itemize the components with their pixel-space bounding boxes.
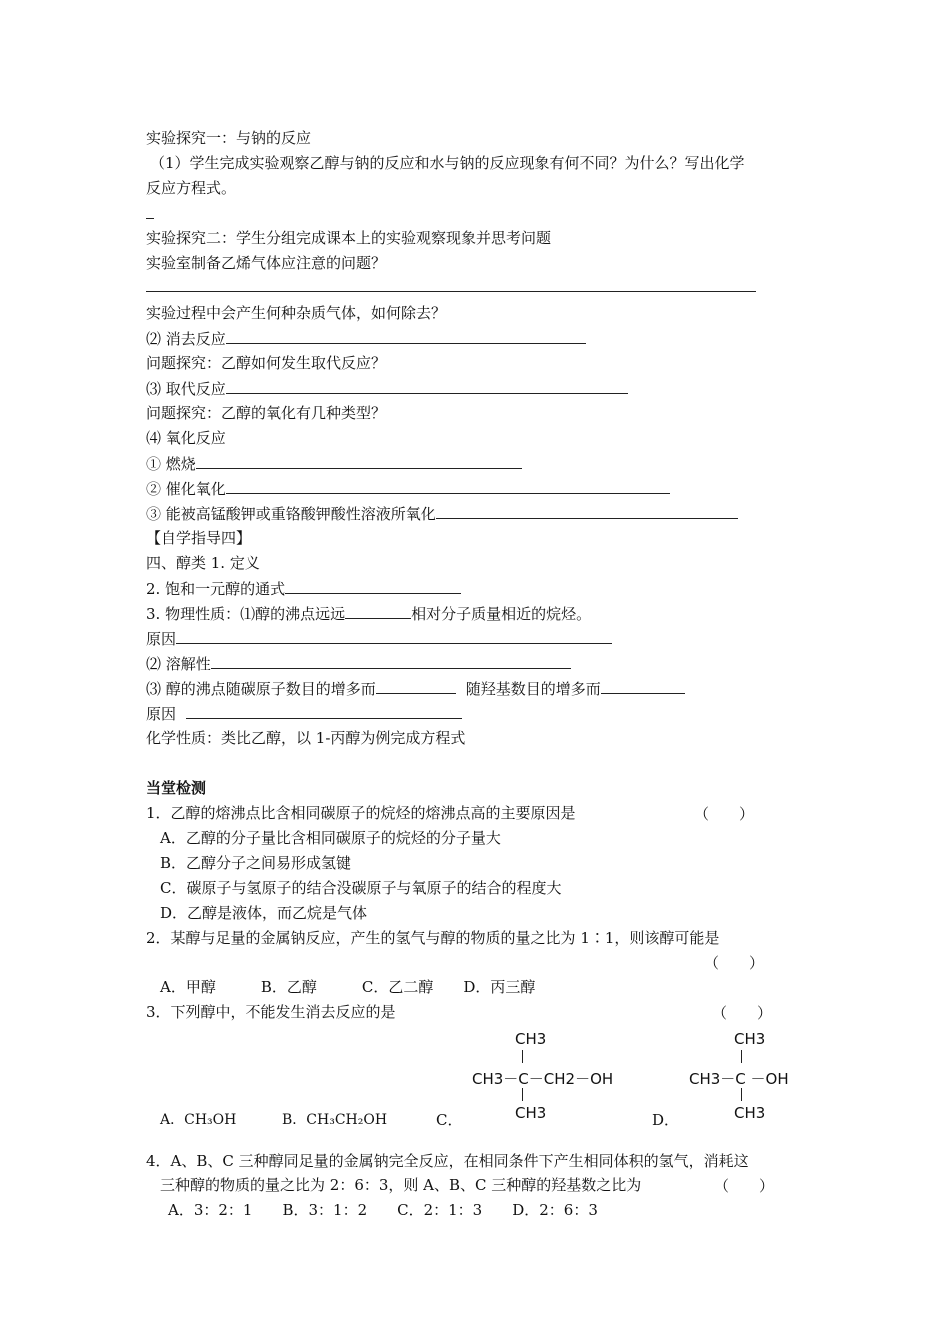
blank-item — [146, 703, 462, 724]
answer-parentheses[interactable]: （ ） — [712, 1004, 773, 1022]
blank-item — [146, 628, 612, 649]
blank-item — [146, 378, 628, 399]
answer-parentheses[interactable]: （ ） — [704, 954, 765, 972]
item-label: ⑵ 消去反应 — [146, 330, 226, 348]
item-label: ⑶ 醇的沸点随碳原子数目的增多而 — [146, 680, 376, 698]
question-text: 实验室制备乙烯气体应注意的问题？ — [146, 254, 387, 272]
section-title-exp2: 实验探究二：学生分组完成课本上的实验观察现象并思考问题 — [146, 229, 552, 247]
answer-blank[interactable] — [196, 453, 522, 469]
answer-blank[interactable] — [186, 703, 462, 719]
bond-line — [741, 1088, 742, 1101]
answer-blank[interactable] — [176, 628, 612, 644]
section-title-guide4: 【自学指导四】 — [146, 529, 252, 547]
test-heading: 当堂检测 — [146, 779, 207, 797]
blank-item — [146, 328, 586, 349]
question-text: 问题探究：乙醇的氧化有几种类型？ — [146, 404, 387, 422]
blank-item — [146, 578, 461, 599]
question-4-cont: 三种醇的物质的量之比为 2：6：3，则 A、B、C 三种醇的羟基数之比为 — [160, 1176, 642, 1194]
option-d[interactable]: D．乙醇是液体，而乙烷是气体 — [160, 904, 368, 922]
question-text: 四、醇类 1. 定义 — [146, 554, 260, 572]
item-label: ① 燃烧 — [146, 455, 196, 473]
blank-item — [146, 503, 738, 524]
option-d[interactable]: D． — [652, 1111, 680, 1129]
answer-blank[interactable] — [226, 478, 670, 494]
structure-text: CH3 — [515, 1030, 547, 1048]
answer-blank[interactable] — [345, 603, 411, 619]
bond-line — [741, 1050, 742, 1063]
item-label: ③ 能被高锰酸钾或重铬酸钾酸性溶液所氧化 — [146, 505, 436, 523]
answer-blank[interactable] — [376, 678, 456, 694]
item-label: ⑷ 氧化反应 — [146, 429, 226, 447]
structure-text: CH3 — [515, 1104, 547, 1122]
blank-item — [146, 653, 571, 674]
structure-text: CH3－C－CH2－OH — [472, 1070, 614, 1088]
question-text: 化学性质：类比乙醇，以 1-丙醇为例完成方程式 — [146, 729, 466, 747]
options-q2[interactable]: A．甲醇 B．乙醇 C．乙二醇 D．丙三醇 — [160, 978, 536, 996]
option-a[interactable]: A．CH₃OH — [160, 1112, 237, 1128]
blank-item — [146, 678, 685, 699]
structure-text: CH3 — [734, 1104, 766, 1122]
item-label: 随羟基数目的增多而 — [465, 680, 601, 698]
answer-blank[interactable] — [601, 678, 685, 694]
question-text: 问题探究：乙醇如何发生取代反应？ — [146, 354, 387, 372]
option-a[interactable]: A．乙醇的分子量比含相同碳原子的烷烃的分子量大 — [160, 829, 501, 847]
option-b[interactable]: B．CH₃CH₂OH — [282, 1112, 388, 1128]
answer-blank[interactable] — [285, 578, 461, 594]
question-3: 3．下列醇中，不能发生消去反应的是 — [146, 1003, 396, 1021]
option-c[interactable]: C． — [436, 1111, 463, 1129]
item-label: 原因 — [146, 630, 177, 648]
question-text: （1）学生完成实验观察乙醇与钠的反应和水与钠的反应现象有何不同？为什么？写出化学 — [150, 154, 745, 172]
answer-blank[interactable] — [146, 203, 154, 224]
item-label: 2. 饱和一元醇的通式 — [146, 580, 286, 598]
question-2: 2．某醇与足量的金属钠反应，产生的氢气与醇的物质的量之比为 1∶1，则该醇可能是 — [146, 929, 720, 947]
item-label: ② 催化氧化 — [146, 480, 226, 498]
answer-blank[interactable] — [211, 653, 571, 669]
blank-item — [146, 478, 670, 499]
option-c[interactable]: C．碳原子与氢原子的结合没碳原子与氧原子的结合的程度大 — [160, 879, 562, 897]
bond-line — [522, 1088, 523, 1101]
options-q4[interactable]: A．3：2：1 B．3：1：2 C．2：1：3 D．2：6：3 — [168, 1201, 598, 1219]
structure-text: CH3 — [734, 1030, 766, 1048]
item-label: 原因 — [146, 705, 177, 723]
answer-parentheses[interactable]: （ ） — [694, 805, 755, 823]
structure-text: CH3－C －OH — [689, 1070, 789, 1088]
item-label: ⑶ 取代反应 — [146, 380, 226, 398]
blank-item — [146, 453, 522, 474]
bond-line — [522, 1050, 523, 1063]
answer-blank[interactable] — [436, 503, 738, 519]
question-text: 实验过程中会产生何种杂质气体，如何除去？ — [146, 304, 447, 322]
question-text: 反应方程式。 — [146, 179, 237, 197]
item-label: ⑵ 溶解性 — [146, 655, 211, 673]
question-1: 1．乙醇的熔沸点比含相同碳原子的烷烃的熔沸点高的主要原因是 — [146, 804, 576, 822]
answer-blank[interactable] — [226, 378, 628, 394]
option-b[interactable]: B．乙醇分子之间易形成氢键 — [160, 854, 352, 872]
question-4: 4．A、B、C 三种醇同足量的金属钠完全反应，在相同条件下产生相同体积的氢气，消耗这 — [146, 1152, 749, 1170]
answer-blank[interactable] — [146, 276, 756, 297]
section-title-exp1: 实验探究一：与钠的反应 — [146, 129, 312, 147]
answer-parentheses[interactable]: （ ） — [714, 1177, 775, 1195]
item-label: 3. 物理性质：⑴醇的沸点远远 — [146, 605, 346, 623]
answer-blank[interactable] — [226, 328, 586, 344]
item-label: 相对分子质量相近的烷烃。 — [411, 605, 592, 623]
blank-item — [146, 603, 591, 624]
